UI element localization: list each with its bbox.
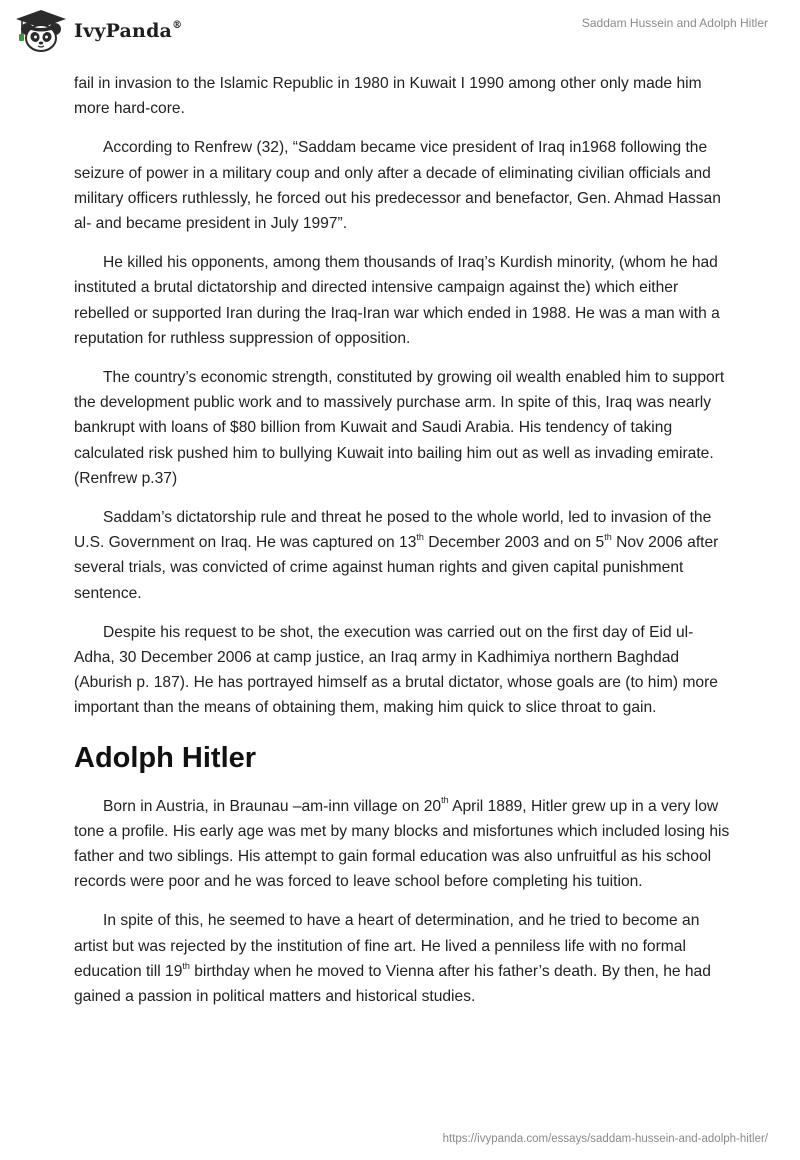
paragraph: Born in Austria, in Braunau –am-inn village on 20th April 1889, Hitler grew up in a very low tone a profile. His early age was met by many blocks and misfortunes which included losing his father and two siblings. His attempt to gain formal education was also unfruitful as his school records were poor and he was forced to leave school before completing his tuition. xyxy=(74,795,730,891)
paragraph: Despite his request to be shot, the execution was carried out on the first day of Eid ul-Adha, 30 December 2006 at camp justice, an Iraq army in Kadhimiya northern Baghdad (Aburish p. 187). He has portrayed himself as a brutal dictator, whose goals are (to him) more important than the means of obtaining them, making him quick to slice throat to gain. xyxy=(74,623,718,717)
paragraph: The country’s economic strength, constituted by growing oil wealth enabled him to support the development public work and to massively purchase arm. In spite of this, Iraq was nearly bankrupt with loans of $80 billion from Kuwait and Saudi Arabia. His tendency of taking calculated risk pushed him to bullying Kuwait into bailing him out as well as invading emirate. (Renfrew p.37) xyxy=(74,369,725,487)
document-title: Saddam Hussein and Adolph Hitler xyxy=(581,16,768,30)
source-url[interactable]: https://ivypanda.com/essays/saddam-hussein-and-adolph-hitler/ xyxy=(442,1133,768,1145)
paragraph: Saddam’s dictatorship rule and threat he posed to the whole world, led to invasion of the U.S. Government on Iraq. He was captured on 13th December 2003 and on 5th Nov 2006 after several trials, was convicted of crime against human rights and given capital punishment sentence. xyxy=(74,509,719,602)
panda-graduate-icon xyxy=(14,8,68,54)
paragraph: In spite of this, he seemed to have a heart of determination, and he tried to become an artist but was rejected by the institution of fine art. He lived a penniless life with no formal education till 19th birthday when he moved to Vienna after his father’s death. By then, he had gained a passion in political matters and historical studies. xyxy=(74,912,711,1006)
paragraph: fail in invasion to the Islamic Republic in 1980 in Kuwait I 1990 among other only made him more hard-core. xyxy=(74,75,702,118)
logo[interactable] xyxy=(14,8,182,54)
page-header xyxy=(0,0,800,60)
brand-name: IvyPanda® xyxy=(74,19,183,42)
section-heading: Adolph Hitler xyxy=(74,741,257,774)
paragraph: He killed his opponents, among them thousands of Iraq’s Kurdish minority, (whom he had instituted a brutal dictatorship and directed intensive campaign against the) which either rebelled or supported Iran during the Iraq-Iran war which ended in 1988. He was a man with a reputation for ruthless suppression of opposition. xyxy=(74,254,720,347)
essay-content xyxy=(74,71,734,1023)
paragraph: According to Renfrew (32), “Saddam became vice president of Iraq in1968 following the seizure of power in a military coup and only after a decade of eliminating civilian officials and military officers ruthlessly, he forced out his predecessor and benefactor, Gen. Ahmad Hassan al- and became president in July 1997”. xyxy=(74,139,721,233)
registered-mark: ® xyxy=(172,19,183,31)
